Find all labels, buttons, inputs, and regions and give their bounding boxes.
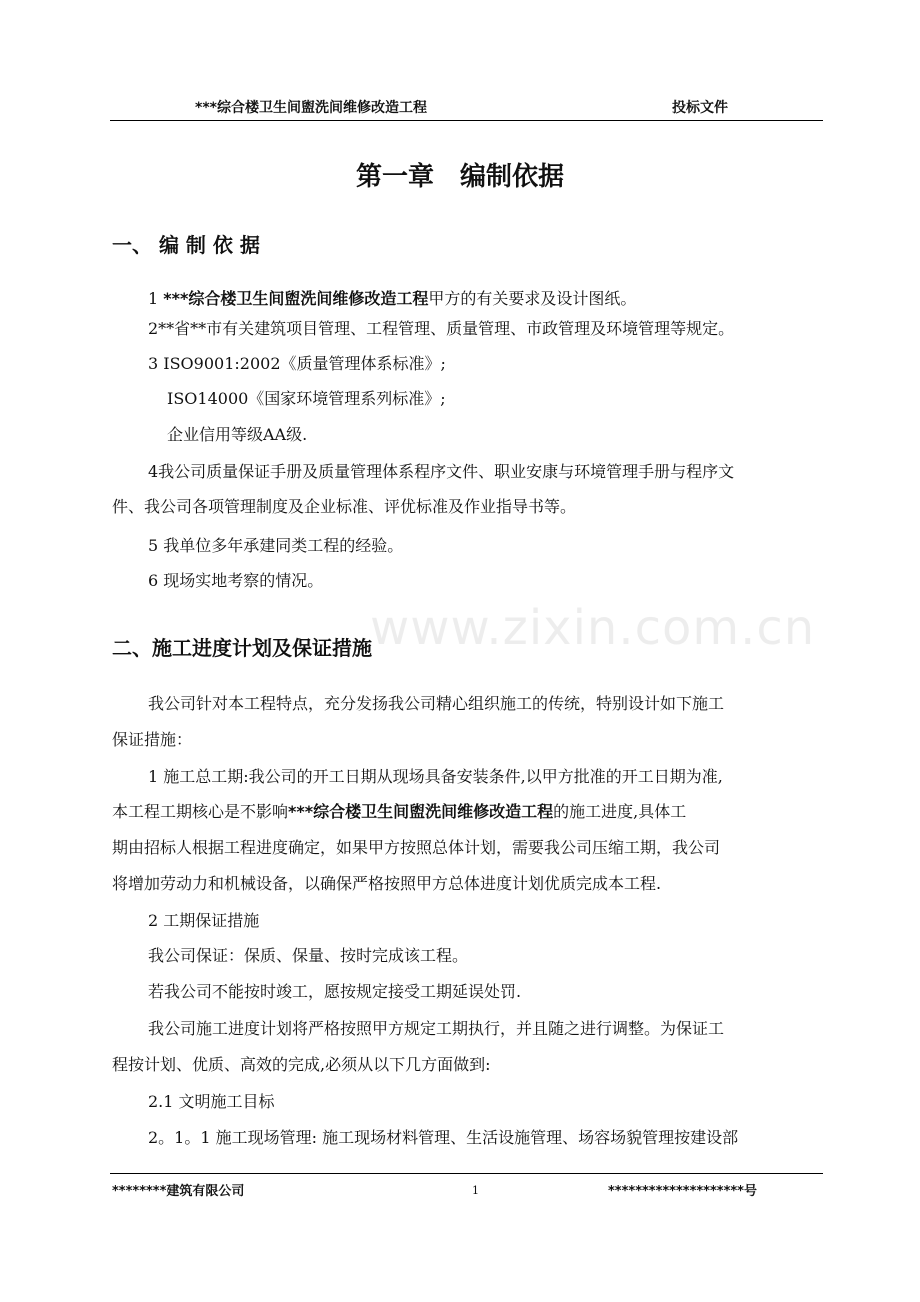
chapter-title: 第一章 编制依据 <box>355 162 564 192</box>
item1-line2-tail: 的施工进度,具体工 <box>553 802 687 821</box>
section1-item6: 6 现场实地考察的情况。 <box>148 571 324 590</box>
section1-item1 <box>148 289 636 309</box>
item1-line2-text: 本工程工期核心是不影响 <box>112 802 289 821</box>
item1-line2-project-name: ***综合楼卫生间盥洗间维修改造工程 <box>288 802 554 821</box>
section2-intro-line1: 我公司针对本工程特点，充分发扬我公司精心组织施工的传统，特别设计如下施工 <box>148 694 725 713</box>
section1-item3-credit: 企业信用等级AA级. <box>167 425 308 444</box>
section2-item1-line1: 1 施工总工期:我公司的开工日期从现场具备安装条件,以甲方批准的开工日期为准, <box>148 767 723 786</box>
section1-item3-iso14000: ISO14000《国家环境管理系列标准》; <box>167 389 446 408</box>
item1-number: 1 <box>148 289 164 308</box>
section1-item2: 2**省**市有关建筑项目管理、工程管理、质量管理、市政管理及环境管理等规定。 <box>148 319 735 338</box>
section1-item4-line2: 件、我公司各项管理制度及企业标准、评优标准及作业指导书等。 <box>112 497 577 516</box>
section1-item4-line1: 4我公司质量保证手册及质量管理体系程序文件、职业安康与环境管理手册与程序文 <box>148 462 735 481</box>
section2-item2: 2 工期保证措施 <box>148 911 260 930</box>
header-rule <box>110 120 823 121</box>
section1-item3: 3 ISO9001:2002《质量管理体系标准》; <box>148 354 446 373</box>
section2-item2-1: 2.1 文明施工目标 <box>148 1092 275 1111</box>
section1-heading: 一、 编 制 依 据 <box>112 233 260 257</box>
section2-item1-line4: 将增加劳动力和机械设备，以确保严格按照甲方总体进度计划优质完成本工程. <box>112 874 662 893</box>
header-project-title: ***综合楼卫生间盥洗间维修改造工程 <box>195 100 427 116</box>
section2-item1-line2 <box>112 802 686 822</box>
section2-heading: 二、施工进度计划及保证措施 <box>112 636 372 660</box>
section2-item2-1-1: 2。1。1 施工现场管理: 施工现场材料管理、生活设施管理、场容场貌管理按建设部 <box>148 1128 739 1147</box>
item1-project-name: ***综合楼卫生间盥洗间维修改造工程 <box>163 289 429 308</box>
footer-company: ********建筑有限公司 <box>112 1184 245 1199</box>
section2-intro-line2: 保证措施： <box>112 730 193 749</box>
item1-text: 甲方的有关要求及设计图纸。 <box>428 289 637 308</box>
section2-item1-line3: 期由招标人根据工程进度确定，如果甲方按照总体计划，需要我公司压缩工期，我公司 <box>112 838 721 857</box>
watermark: www.zixin.com.cn <box>370 600 816 656</box>
footer-rule <box>110 1173 823 1174</box>
section2-item2-plan-line2: 程按计划、优质、高效的完成,必须从以下几方面做到: <box>112 1055 491 1074</box>
section2-item2-plan-line1: 我公司施工进度计划将严格按照甲方规定工期执行，并且随之进行调整。为保证工 <box>148 1019 725 1038</box>
section2-item2-penalty: 若我公司不能按时竣工，愿按规定接受工期延误处罚. <box>148 982 522 1001</box>
section1-item5: 5 我单位多年承建同类工程的经验。 <box>148 536 404 555</box>
section2-item2-guarantee: 我公司保证：保质、保量、按时完成该工程。 <box>148 946 469 965</box>
header-doc-type: 投标文件 <box>672 100 728 116</box>
page-number: 1 <box>472 1184 479 1197</box>
footer-doc-number: ********************号 <box>608 1184 757 1199</box>
